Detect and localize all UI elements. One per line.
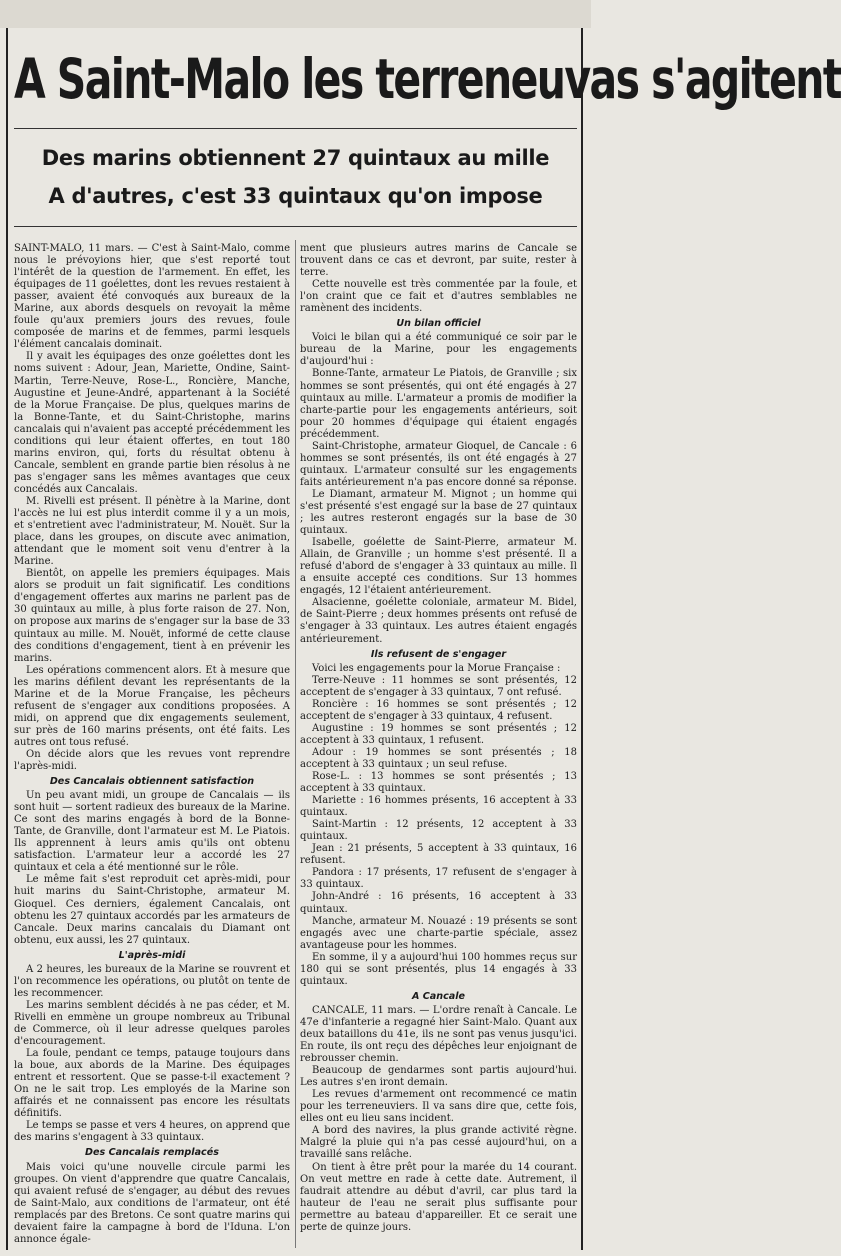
- paragraph: Il y avait les équipages des onze goélettes dont les noms suivent : Adour, Jean, Mariette, Ondine, Saint-Martin, Terre-Neuve, Rose-L., Roncière, Manche, Augustine et Jeune-André, appartenant à la Société de la Morue Française. De plus, quelques marins de la Bonne-Tante, et du Saint-Christophe, marins cancalais qui n'avaient pas accepté précédemment les conditions qui leur étaient offertes, en tout 180 marins environ, qui, forts du résultat obtenu à Cancale, semblent en grande partie bien résolus à ne pas s'engager sans les mêmes avantages que ceux concédés aux Cancalais.: [14, 351, 290, 495]
- paragraph: Les revues d'armement ont recommencé ce matin pour les terreneuviers. Il va sans dire que, cette fois, elles ont eu lieu sans incident.: [300, 1089, 577, 1125]
- paragraph: Jean : 21 présents, 5 acceptent à 33 quintaux, 16 refusent.: [300, 843, 577, 867]
- paragraph: On décide alors que les revues vont reprendre l'après-midi.: [14, 748, 290, 773]
- paragraph: CANCALE, 11 mars. — L'ordre renaît à Cancale. Le 47e d'infanterie a regagné hier Saint-Malo. Quant aux deux bataillons du 41e, ils ne sont pas venus jusqu'ici. En route, ils ont reçu des dépêches leur enjoignant de rebrousser chemin.: [300, 1004, 577, 1065]
- subheadline-1: Des marins obtiennent 27 quintaux au mille: [41, 146, 550, 170]
- paragraph: Augustine : 19 hommes se sont présentés ; 12 acceptent à 33 quintaux, 1 refusent.: [300, 722, 577, 746]
- headline: A Saint-Malo les terreneuvas s'agitent: [14, 46, 841, 112]
- paragraph: Mais voici qu'une nouvelle circule parmi les groupes. On vient d'apprendre que quatre Cancalais, qui avaient refusé de s'engager, au début des revues de Saint-Malo, aux conditions de l'armateur, ont été remplacés par des Bretons. Ce sont quatre marins qui devaient faire la campagne à bord de l'Iduna. L'on annonce égale-: [14, 1161, 290, 1245]
- paragraph: Roncière : 16 hommes se sont présentés ; 12 acceptent de s'engager à 33 quintaux, 4 refusent.: [300, 698, 577, 722]
- subheadline-rule: [14, 226, 577, 227]
- section-heading: Un bilan officiel: [396, 318, 481, 330]
- paragraph: En somme, il y a aujourd'hui 100 hommes reçus sur 180 qui se sont présentés, plus 14 engagés à 33 quintaux.: [300, 951, 577, 987]
- article-column-left: [14, 243, 290, 1248]
- paragraph: Bientôt, on appelle les premiers équipages. Mais alors se produit un fait significatif. Les conditions d'engagement offertes aux marins ne parlent pas de 30 quintaux au mille, à plus forte raison de 27. Non, on propose aux marins de s'engager sur la base de 33 quintaux au mille. M. Nouët, informé de cette clause des conditions d'engagement, tient à en prévenir les marins.: [14, 568, 290, 664]
- article-column-right: [300, 243, 577, 1248]
- paragraph: M. Rivelli est présent. Il pénètre à la Marine, dont l'accès ne lui est plus interdit comme il y a un mois, et s'entretient avec l'administrateur, M. Nouët. Sur la place, dans les groupes, on discute avec animation, attendant que le moment soit venu d'entrer à la Marine.: [14, 495, 290, 568]
- paragraph: Le temps se passe et vers 4 heures, on apprend que des marins s'engagent à 33 quintaux.: [14, 1120, 291, 1144]
- paragraph: Un peu avant midi, un groupe de Cancalais — ils sont huit — sortent radieux des bureaux de la Marine. Ce sont des marins engagés à bord de la Bonne-Tante, de Granville, dont l'armateur est M. Le Piatois. Ils apprennent à leurs amis qu'ils ont obtenu satisfaction. L'armateur leur a accordé les 27 quintaux et cela a été mentionné sur le rôle.: [14, 790, 290, 874]
- column-separator: [295, 240, 296, 1248]
- paragraph: La foule, pendant ce temps, patauge toujours dans la boue, aux abords de la Marine. Des équipages entrent et ressortent. Que se passe-t-il exactement ? On ne le sait trop. Les employés de la Marine son affairés et ne connaissent pas encore les résultats définitifs.: [14, 1048, 290, 1120]
- paragraph: ment que plusieurs autres marins de Cancale se trouvent dans ce cas et devront, par suite, rester à terre.: [300, 243, 577, 279]
- paragraph: SAINT-MALO, 11 mars. — C'est à Saint-Malo, comme nous le prévoyions hier, que s'est reporté tout l'intérêt de la question de l'armement. En effet, les équipages de 11 goélettes, dont les revues restaient à passer, avaient été convoqués aux bureaux de la Marine, aux abords desquels on revoyait la même foule qu'aux premiers jours des revues, foule composée de marins et de femmes, parmi lesquels l'élément cancalais dominait.: [14, 243, 290, 351]
- paragraph: On tient à être prêt pour la marée du 14 courant. On veut mettre en rade à cette date. Autrement, il faudrait attendre au début d'avril, car plus tard la hauteur de l'eau ne serait plus suffisante pour permettre au bateau d'appareiller. Et ce serait une perte de quinze jours.: [300, 1161, 577, 1233]
- paragraph: Manche, armateur M. Nouazé : 19 présents se sont engagés avec une charte-partie spéciale, assez avantageuse pour les hommes.: [300, 915, 577, 951]
- paragraph: Cette nouvelle est très commentée par la foule, et l'on craint que ce fait et d'autres semblables ne ramènent des incidents.: [300, 279, 577, 315]
- paragraph: Voici les engagements pour la Morue Française :: [312, 662, 561, 674]
- paragraph: Isabelle, goélette de Saint-Pierre, armateur M. Allain, de Granville ; un homme s'est présenté. Il a refusé d'abord de s'engager à 33 quintaux au mille. Il a ensuite accepté ces conditions. Sur 13 hommes engagés, 12 l'étaient antérieurement.: [300, 537, 577, 597]
- paragraph: Adour : 19 hommes se sont présentés ; 18 acceptent à 33 quintaux ; un seul refuse.: [300, 746, 577, 770]
- section-heading: Des Cancalais obtiennent satisfaction: [49, 776, 255, 788]
- paragraph: Les opérations commencent alors. Et à mesure que les marins défilent devant les représentants de la Marine et de la Morue Française, les pêcheurs refusent de s'engager aux conditions proposées. A midi, on apprend que dix engagements seulement, sur près de 160 marins présents, ont été faits. Les autres ont tous refusé.: [14, 664, 290, 748]
- paragraph: Le même fait s'est reproduit cet après-midi, pour huit marins du Saint-Christophe, armateur M. Gioquel. Ces derniers, également Cancalais, ont obtenu les 27 quintaux accordés par les armateurs de Cancale. Deux marins cancalais du Diamant ont obtenu, eux aussi, les 27 quintaux.: [14, 874, 290, 946]
- headline-rule: [14, 128, 577, 129]
- paragraph: John-André : 16 présents, 16 acceptent à 33 quintaux.: [300, 891, 577, 915]
- paragraph: Le Diamant, armateur M. Mignot ; un homme qui s'est présenté s'est engagé sur la base de 27 quintaux ; les autres resteront engagés sur la base de 30 quintaux.: [300, 488, 577, 537]
- paragraph: Alsacienne, goélette coloniale, armateur M. Bidel, de Saint-Pierre ; deux hommes présents ont refusé de s'engager à 33 quintaux. Les autres étaient engagés antérieurement.: [300, 597, 577, 645]
- paragraph: A 2 heures, les bureaux de la Marine se rouvrent et l'on recommence les opérations, ou plutôt on tente de les recommencer.: [14, 963, 290, 999]
- section-heading: Des Cancalais remplacés: [85, 1147, 219, 1159]
- paragraph: Beaucoup de gendarmes sont partis aujourd'hui. Les autres s'en iront demain.: [300, 1065, 577, 1089]
- subheadline-2: A d'autres, c'est 33 quintaux qu'on impose: [48, 184, 543, 208]
- paragraph: Terre-Neuve : 11 hommes se sont présentés, 12 acceptent de s'engager à 33 quintaux, 7 ont refusé.: [300, 674, 577, 698]
- paragraph: Les marins semblent décidés à ne pas céder, et M. Rivelli en emmène un groupe nombreux au Tribunal de Commerce, où il leur adresse quelques paroles d'encouragement.: [14, 999, 290, 1048]
- paragraph: Pandora : 17 présents, 17 refusent de s'engager à 33 quintaux.: [300, 867, 577, 891]
- paragraph: Rose-L. : 13 hommes se sont présentés ; 13 acceptent à 33 quintaux.: [300, 771, 577, 795]
- paragraph: A bord des navires, la plus grande activité règne. Malgré la pluie qui n'a pas cessé aujourd'hui, on a travaillé sans relâche.: [300, 1125, 577, 1161]
- paragraph: Mariette : 16 hommes présents, 16 acceptent à 33 quintaux.: [300, 795, 577, 819]
- section-heading: L'après-midi: [118, 949, 186, 961]
- section-heading: Ils refusent de s'engager: [370, 648, 507, 660]
- paragraph: Saint-Martin : 12 présents, 12 acceptent à 33 quintaux.: [300, 819, 577, 843]
- paragraph: Bonne-Tante, armateur Le Piatois, de Granville ; six hommes se sont présentés, qui ont été engagés à 27 quintaux au mille. L'armateur a promis de modifier la charte-partie pour les engagements antérieurs, soit pour 20 hommes d'équipage qui étaient engagés précédemment.: [300, 368, 577, 440]
- paragraph: Saint-Christophe, armateur Gioquel, de Cancale : 6 hommes se sont présentés, ils ont été engagés à 27 quintaux. L'armateur consulté sur les engagements faits antérieurement n'a pas encore donné sa réponse.: [300, 440, 577, 488]
- paragraph: Voici le bilan qui a été communiqué ce soir par le bureau de la Marine, pour les engagements d'aujourd'hui :: [300, 332, 577, 368]
- section-heading: A Cancale: [411, 990, 466, 1002]
